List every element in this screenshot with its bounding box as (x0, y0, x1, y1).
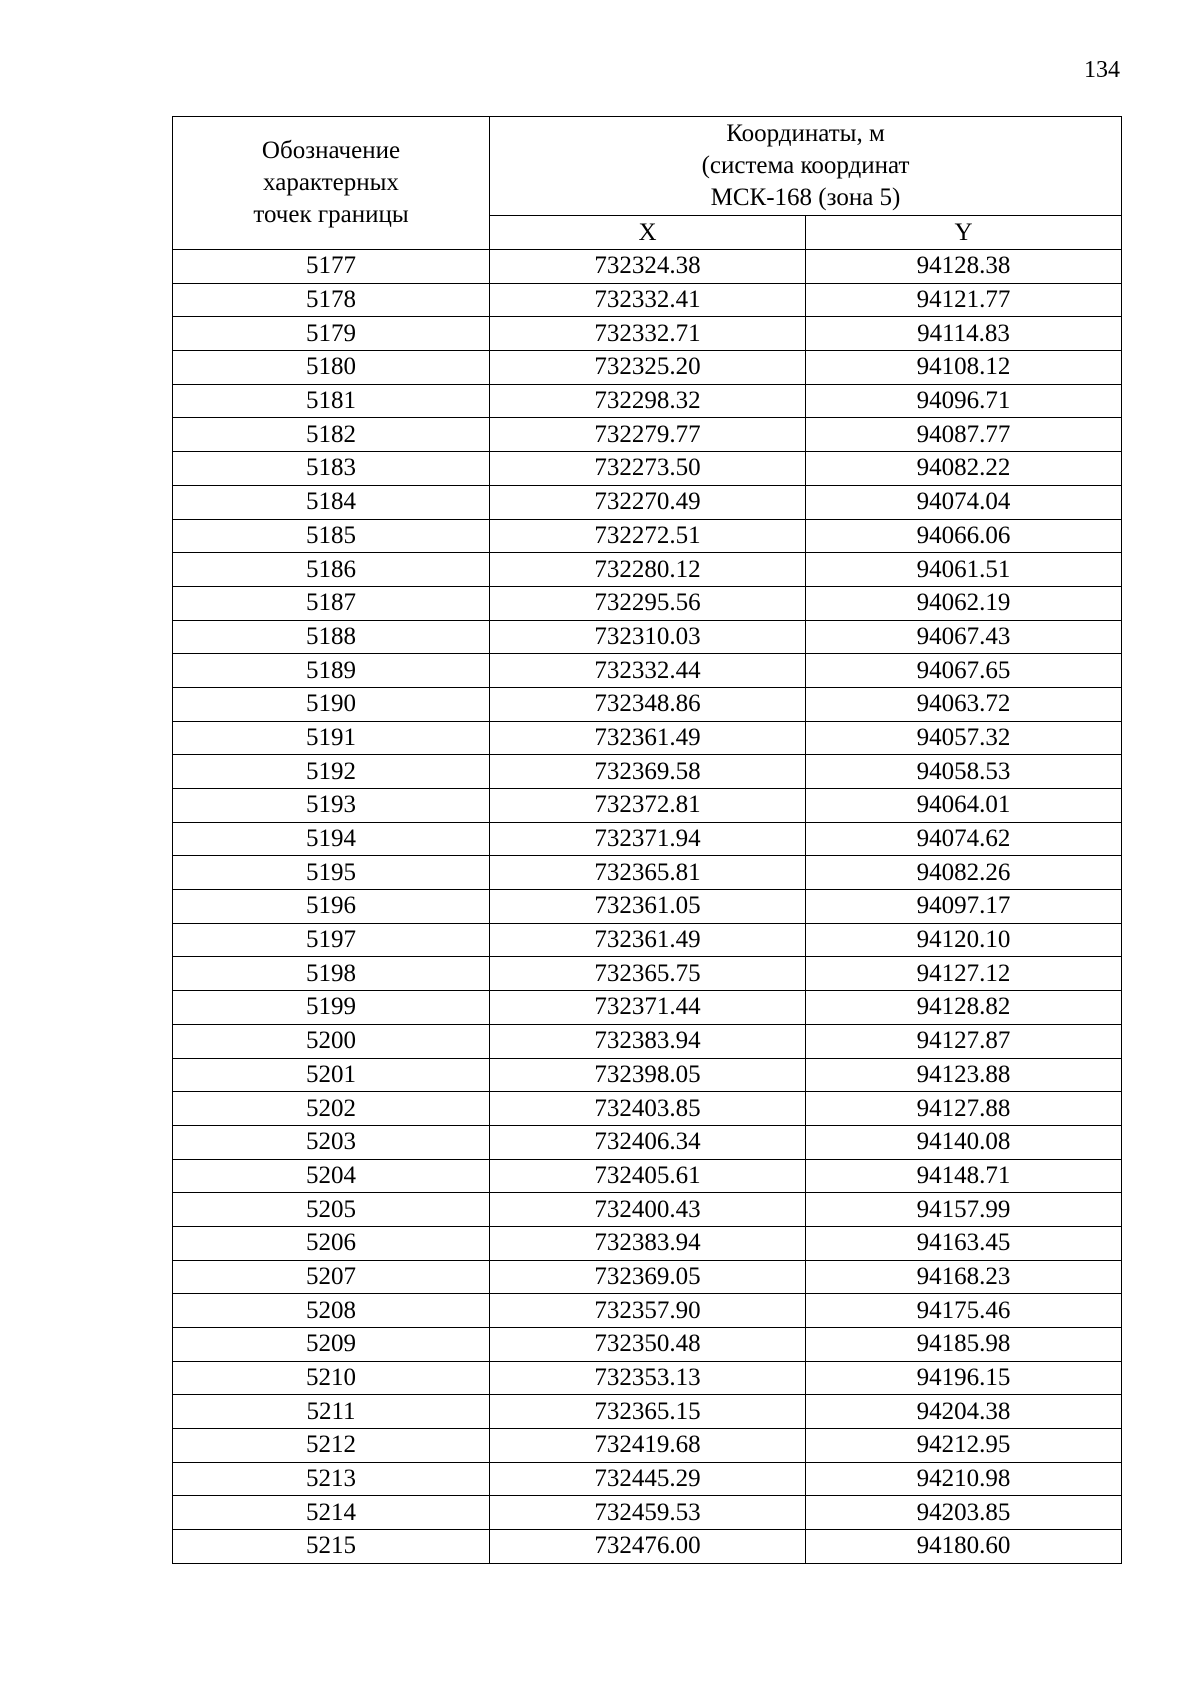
table-row (173, 1092, 1122, 1126)
point-cell: 5189 (173, 654, 490, 688)
point-cell: 5199 (173, 991, 490, 1025)
table-row (173, 452, 1122, 486)
y-coordinate-cell: 94127.12 (806, 957, 1122, 991)
table-row (173, 620, 1122, 654)
page-number: 134 (1084, 57, 1120, 83)
y-coordinate-cell: 94168.23 (806, 1260, 1122, 1294)
y-coordinate-cell: 94204.38 (806, 1395, 1122, 1429)
y-coordinate-cell: 94082.22 (806, 452, 1122, 486)
x-coordinate-cell: 732310.03 (490, 620, 806, 654)
x-coordinate-cell: 732476.00 (490, 1530, 806, 1564)
table-row (173, 856, 1122, 890)
y-coordinate-cell: 94061.51 (806, 553, 1122, 587)
point-cell: 5179 (173, 317, 490, 351)
y-coordinate-cell: 94157.99 (806, 1193, 1122, 1227)
point-cell: 5211 (173, 1395, 490, 1429)
table-row (173, 351, 1122, 385)
table-row (173, 721, 1122, 755)
table-row (173, 1294, 1122, 1328)
y-coordinate-cell: 94064.01 (806, 789, 1122, 823)
x-coordinate-cell: 732371.94 (490, 822, 806, 856)
y-coordinate-cell: 94087.77 (806, 418, 1122, 452)
x-coordinate-cell: 732298.32 (490, 384, 806, 418)
y-coordinate-cell: 94175.46 (806, 1294, 1122, 1328)
y-coordinate-cell: 94066.06 (806, 519, 1122, 553)
x-coordinate-cell: 732295.56 (490, 586, 806, 620)
x-coordinate-cell: 732361.49 (490, 721, 806, 755)
table-row (173, 687, 1122, 721)
x-coordinate-cell: 732403.85 (490, 1092, 806, 1126)
point-cell: 5190 (173, 687, 490, 721)
x-coordinate-cell: 732383.94 (490, 1226, 806, 1260)
point-cell: 5192 (173, 755, 490, 789)
table-row (173, 1328, 1122, 1362)
y-coordinate-cell: 94063.72 (806, 687, 1122, 721)
x-coordinate-cell: 732365.81 (490, 856, 806, 890)
point-cell: 5187 (173, 586, 490, 620)
x-coordinate-cell: 732445.29 (490, 1462, 806, 1496)
table-row (173, 890, 1122, 924)
y-coordinate-cell: 94140.08 (806, 1125, 1122, 1159)
point-cell: 5177 (173, 250, 490, 284)
y-coordinate-cell: 94127.88 (806, 1092, 1122, 1126)
point-cell: 5178 (173, 283, 490, 317)
point-cell: 5203 (173, 1125, 490, 1159)
y-coordinate-cell: 94128.38 (806, 250, 1122, 284)
x-column-header: X (490, 216, 806, 250)
point-designation-header (173, 117, 490, 250)
point-cell: 5196 (173, 890, 490, 924)
x-coordinate-cell: 732398.05 (490, 1058, 806, 1092)
point-cell: 5186 (173, 553, 490, 587)
point-cell: 5184 (173, 485, 490, 519)
point-cell: 5198 (173, 957, 490, 991)
y-coordinate-cell: 94128.82 (806, 991, 1122, 1025)
table-row (173, 1193, 1122, 1227)
x-coordinate-cell: 732372.81 (490, 789, 806, 823)
table-row (173, 1361, 1122, 1395)
table-row (173, 586, 1122, 620)
y-coordinate-cell: 94212.95 (806, 1429, 1122, 1463)
table-header (173, 117, 1122, 250)
y-coordinate-cell: 94062.19 (806, 586, 1122, 620)
y-coordinate-cell: 94067.43 (806, 620, 1122, 654)
point-cell: 5182 (173, 418, 490, 452)
table-row (173, 283, 1122, 317)
table-row (173, 1429, 1122, 1463)
y-coordinate-cell: 94074.04 (806, 485, 1122, 519)
table-row (173, 519, 1122, 553)
table-row (173, 384, 1122, 418)
point-cell: 5181 (173, 384, 490, 418)
point-cell: 5209 (173, 1328, 490, 1362)
point-cell: 5195 (173, 856, 490, 890)
table-row (173, 250, 1122, 284)
x-coordinate-cell: 732365.15 (490, 1395, 806, 1429)
y-coordinate-cell: 94148.71 (806, 1159, 1122, 1193)
point-cell: 5197 (173, 923, 490, 957)
point-cell: 5200 (173, 1024, 490, 1058)
table-row (173, 1058, 1122, 1092)
point-header-line: Обозначение (261, 137, 401, 164)
table-row (173, 957, 1122, 991)
x-coordinate-cell: 732383.94 (490, 1024, 806, 1058)
y-coordinate-cell: 94120.10 (806, 923, 1122, 957)
y-coordinate-cell: 94196.15 (806, 1361, 1122, 1395)
x-coordinate-cell: 732280.12 (490, 553, 806, 587)
x-coordinate-cell: 732279.77 (490, 418, 806, 452)
point-cell: 5210 (173, 1361, 490, 1395)
table-row (173, 923, 1122, 957)
table-row (173, 553, 1122, 587)
table-row (173, 1024, 1122, 1058)
x-coordinate-cell: 732365.75 (490, 957, 806, 991)
x-coordinate-cell: 732332.41 (490, 283, 806, 317)
table-row (173, 1395, 1122, 1429)
point-cell: 5207 (173, 1260, 490, 1294)
x-coordinate-cell: 732361.05 (490, 890, 806, 924)
point-cell: 5183 (173, 452, 490, 486)
point-cell: 5194 (173, 822, 490, 856)
point-cell: 5202 (173, 1092, 490, 1126)
table-row (173, 1260, 1122, 1294)
y-coordinate-cell: 94108.12 (806, 351, 1122, 385)
point-cell: 5185 (173, 519, 490, 553)
table-row (173, 1226, 1122, 1260)
x-coordinate-cell: 732400.43 (490, 1193, 806, 1227)
point-header-line: точек границы (253, 201, 409, 228)
point-cell: 5180 (173, 351, 490, 385)
table-row (173, 1530, 1122, 1564)
x-coordinate-cell: 732353.13 (490, 1361, 806, 1395)
x-coordinate-cell: 732350.48 (490, 1328, 806, 1362)
table-row (173, 418, 1122, 452)
x-coordinate-cell: 732273.50 (490, 452, 806, 486)
point-cell: 5205 (173, 1193, 490, 1227)
x-coordinate-cell: 732406.34 (490, 1125, 806, 1159)
x-coordinate-cell: 732361.49 (490, 923, 806, 957)
point-cell: 5212 (173, 1429, 490, 1463)
table-row (173, 822, 1122, 856)
x-coordinate-cell: 732369.58 (490, 755, 806, 789)
x-coordinate-cell: 732348.86 (490, 687, 806, 721)
table-row (173, 317, 1122, 351)
y-coordinate-cell: 94210.98 (806, 1462, 1122, 1496)
coordinates-group-header (490, 117, 1122, 216)
table-body (173, 250, 1122, 1564)
x-coordinate-cell: 732332.44 (490, 654, 806, 688)
point-header-line: характерных (263, 169, 399, 196)
table-row (173, 1462, 1122, 1496)
point-cell: 5214 (173, 1496, 490, 1530)
coord-header-line: (система координат (701, 152, 910, 179)
x-coordinate-cell: 732324.38 (490, 250, 806, 284)
point-cell: 5208 (173, 1294, 490, 1328)
point-cell: 5206 (173, 1226, 490, 1260)
y-coordinate-cell: 94082.26 (806, 856, 1122, 890)
x-coordinate-cell: 732369.05 (490, 1260, 806, 1294)
table-row (173, 1159, 1122, 1193)
x-coordinate-cell: 732405.61 (490, 1159, 806, 1193)
x-coordinate-cell: 732357.90 (490, 1294, 806, 1328)
x-coordinate-cell: 732419.68 (490, 1429, 806, 1463)
x-coordinate-cell: 732459.53 (490, 1496, 806, 1530)
point-cell: 5215 (173, 1530, 490, 1564)
y-coordinate-cell: 94180.60 (806, 1530, 1122, 1564)
y-coordinate-cell: 94058.53 (806, 755, 1122, 789)
table-row (173, 485, 1122, 519)
point-cell: 5191 (173, 721, 490, 755)
y-coordinate-cell: 94127.87 (806, 1024, 1122, 1058)
y-coordinate-cell: 94074.62 (806, 822, 1122, 856)
y-coordinate-cell: 94096.71 (806, 384, 1122, 418)
y-coordinate-cell: 94163.45 (806, 1226, 1122, 1260)
table-row (173, 789, 1122, 823)
x-coordinate-cell: 732332.71 (490, 317, 806, 351)
y-coordinate-cell: 94185.98 (806, 1328, 1122, 1362)
y-coordinate-cell: 94067.65 (806, 654, 1122, 688)
coord-header-line: Координаты, м (726, 120, 885, 147)
table-row (173, 1496, 1122, 1530)
point-cell: 5204 (173, 1159, 490, 1193)
table-row (173, 1125, 1122, 1159)
point-cell: 5213 (173, 1462, 490, 1496)
y-coordinate-cell: 94123.88 (806, 1058, 1122, 1092)
point-cell: 5193 (173, 789, 490, 823)
x-coordinate-cell: 732325.20 (490, 351, 806, 385)
x-coordinate-cell: 732272.51 (490, 519, 806, 553)
y-coordinate-cell: 94114.83 (806, 317, 1122, 351)
header-row (173, 117, 1122, 216)
x-coordinate-cell: 732270.49 (490, 485, 806, 519)
coordinates-table (172, 116, 1122, 1564)
y-coordinate-cell: 94121.77 (806, 283, 1122, 317)
y-column-header: Y (806, 216, 1122, 250)
point-cell: 5188 (173, 620, 490, 654)
point-cell: 5201 (173, 1058, 490, 1092)
table-row (173, 991, 1122, 1025)
x-coordinate-cell: 732371.44 (490, 991, 806, 1025)
table-row (173, 755, 1122, 789)
y-coordinate-cell: 94203.85 (806, 1496, 1122, 1530)
y-coordinate-cell: 94097.17 (806, 890, 1122, 924)
y-coordinate-cell: 94057.32 (806, 721, 1122, 755)
coord-header-line: МСК-168 (зона 5) (710, 184, 901, 211)
table-row (173, 654, 1122, 688)
